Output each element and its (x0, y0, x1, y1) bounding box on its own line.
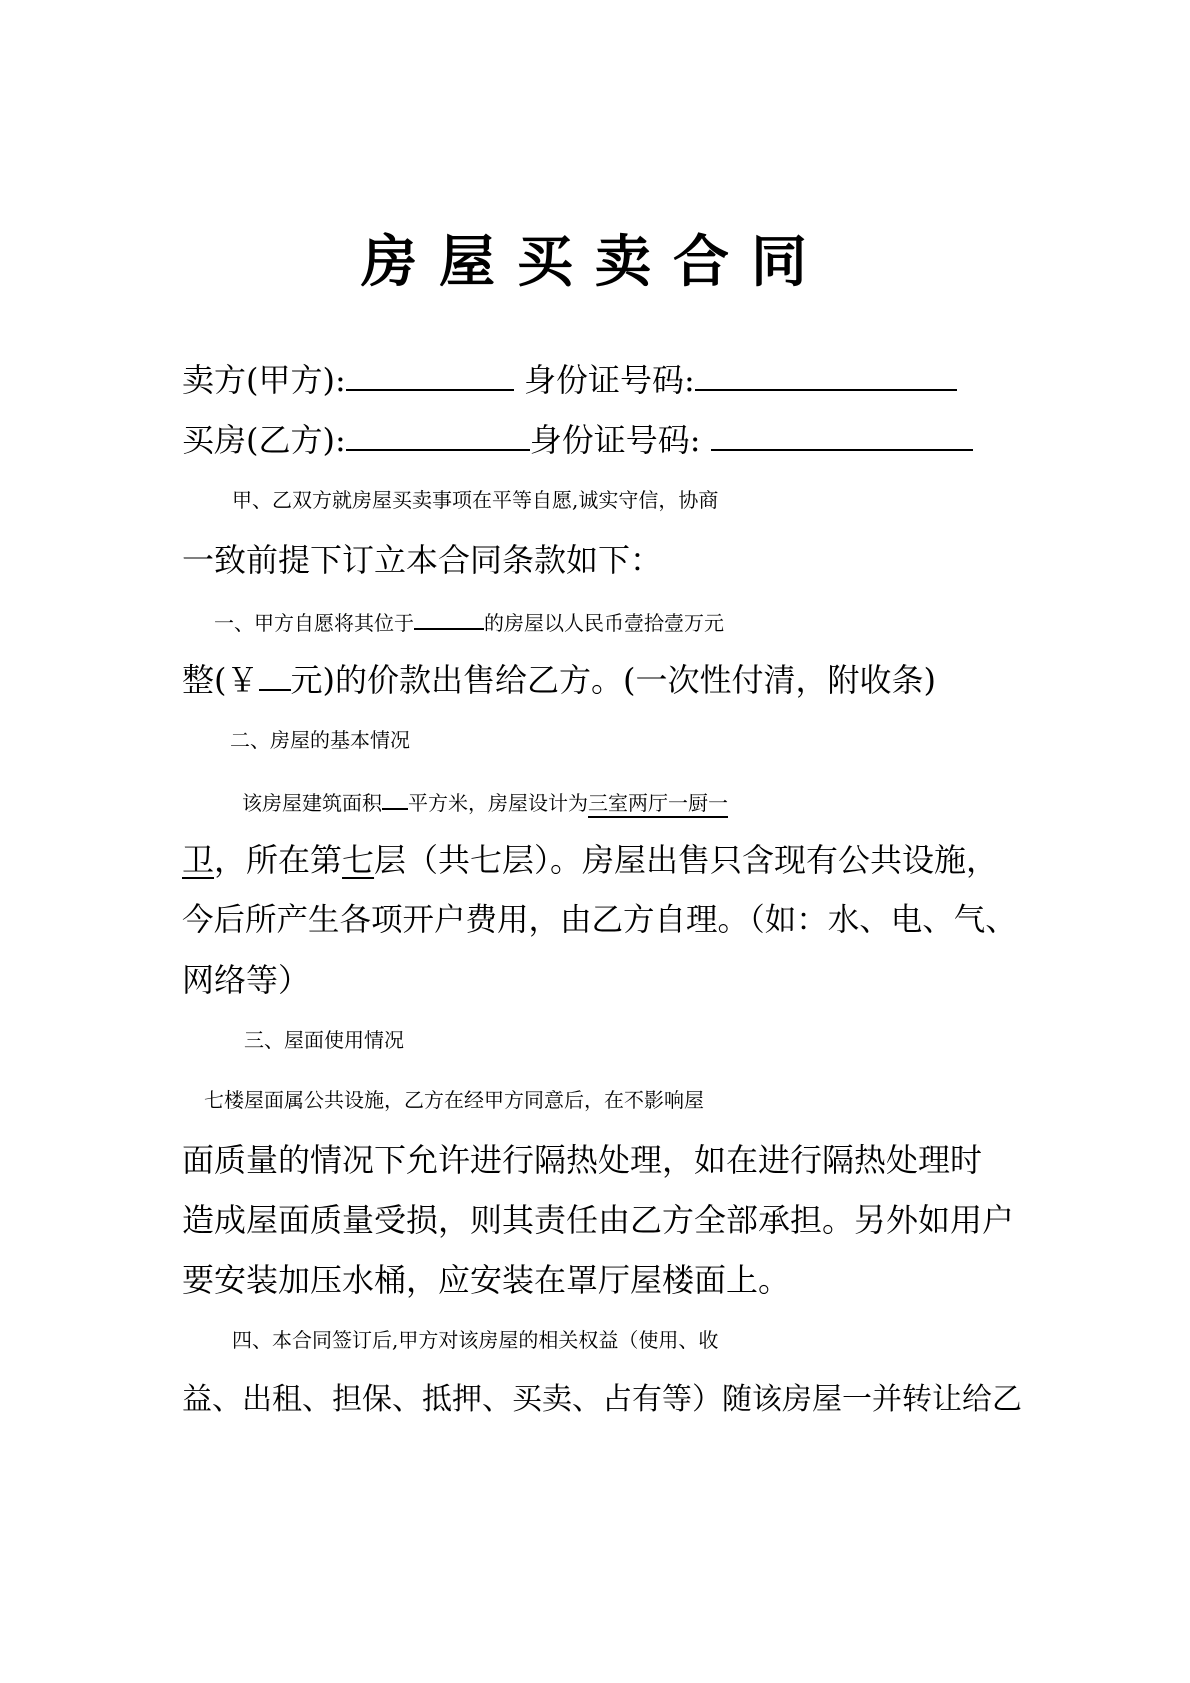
seller-label: 卖方(甲方): (182, 361, 346, 399)
clause1-text-a: 一、甲方自愿将其位于 (214, 611, 414, 635)
intro-line-1: 甲、乙双方就房屋买卖事项在平等自愿,诚实守信，协商 (232, 488, 719, 512)
clause2-text-l1b: 平方米，房屋设计为 (408, 791, 588, 815)
clause3-heading: 三、屋面使用情况 (244, 1028, 404, 1052)
clause2-line-3: 今后所产生各项开户费用，由乙方自理。（如：水、电、气、 (182, 902, 1017, 938)
buyer-label: 买房(乙方): (182, 421, 346, 459)
room-layout-text: 三室两厅一厨一 (588, 791, 728, 815)
clause2-text-l2b: ，所在第 (214, 841, 343, 879)
buyer-name-blank[interactable] (346, 419, 530, 451)
room-layout-text-end: 卫 (182, 841, 215, 879)
seller-id-blank[interactable] (695, 359, 957, 391)
seller-name-blank[interactable] (346, 359, 514, 391)
buyer-id-blank[interactable] (711, 419, 973, 451)
clause3-line-1: 七楼屋面属公共设施，乙方在经甲方同意后，在不影响屋 (204, 1088, 704, 1112)
currency-symbol: ￥ (226, 661, 259, 699)
buyer-id-label: 身份证号码: (529, 421, 701, 459)
floor-number: 七 (342, 841, 375, 879)
clause3-line-3: 造成屋面质量受损，则其责任由乙方全部承担。另外如用户 (182, 1201, 1015, 1239)
buyer-line (182, 418, 1022, 462)
house-location-blank[interactable] (414, 598, 484, 630)
document-title: 房屋买卖合同 (361, 230, 829, 295)
clause2-line-4: 网络等） (182, 961, 311, 999)
area-blank[interactable] (382, 778, 408, 810)
clause1-line-1 (214, 598, 1054, 645)
clause3-line-4: 要安装加压水桶，应安装在罩厅屋楼面上。 (182, 1261, 791, 1299)
clause3-line-2: 面质量的情况下允许进行隔热处理，如在进行隔热处理时 (182, 1141, 983, 1179)
clause1-text-c: 整( (182, 661, 227, 699)
clause2-text-l1a: 该房屋建筑面积 (242, 791, 382, 815)
clause4-line-2: 益、出租、担保、抵押、买卖、占有等）随该房屋一并转让给乙 (182, 1382, 1022, 1417)
intro-line-2: 一致前提下订立本合同条款如下： (182, 541, 663, 579)
clause1-text-b: 的房屋以人民币壹拾壹万元 (484, 611, 724, 635)
clause1-line-2 (182, 658, 1022, 702)
clause1-text-d: 元)的价款出售给乙方。(一次性付清，附收条) (290, 661, 936, 699)
price-amount-blank[interactable] (259, 659, 291, 691)
seller-id-label: 身份证号码: (523, 361, 695, 399)
clause2-heading: 二、房屋的基本情况 (230, 728, 410, 752)
seller-line (182, 358, 1022, 402)
clause2-text-l2d: 层（共七层）。房屋出售只含现有公共设施， (374, 841, 999, 879)
clause4-line-1: 四、本合同签订后,甲方对该房屋的相关权益（使用、收 (232, 1328, 719, 1352)
clause2-line-2 (182, 838, 1022, 882)
clause2-line-1 (242, 778, 1082, 825)
